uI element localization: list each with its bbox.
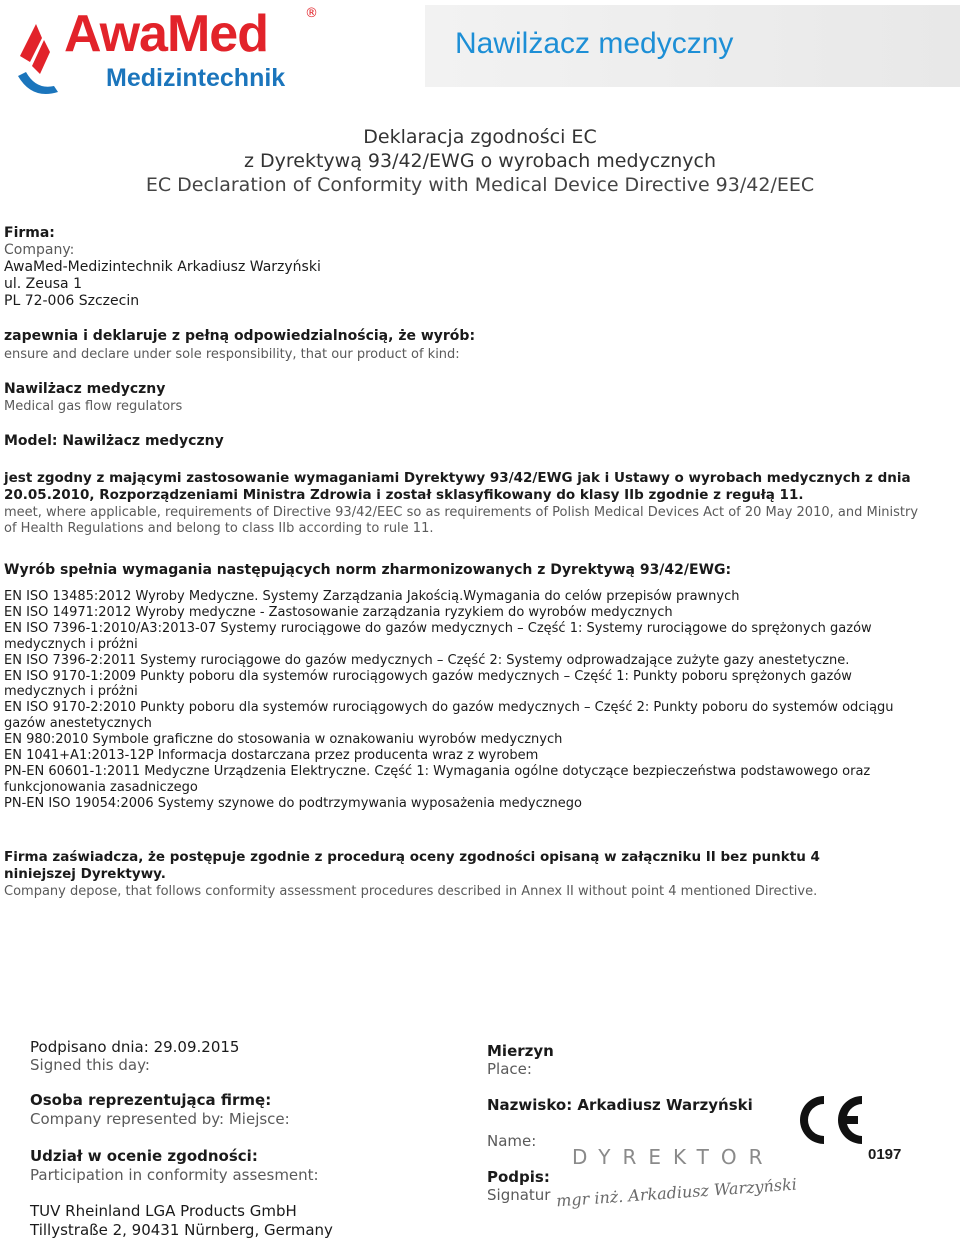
declaration-title-en: EC Declaration of Conformity with Medical Device Directive 93/42/EEC bbox=[145, 174, 815, 196]
standard-item: EN ISO 7396-1:2010/A3:2013-07 Systemy rurociągowe do gazów medycznych – Część 1: Systemy rurociągowe do sprężonych gazów medycznych i próżni bbox=[4, 620, 872, 652]
signed-label-en: Signed this day: bbox=[30, 1056, 150, 1074]
standard-item: EN ISO 13485:2012 Wyroby Medyczne. Systemy Zarządzania Jakością.Wymagania do celów przepisów prawnych bbox=[4, 589, 740, 604]
standard-item: EN ISO 9170-2:2010 Punkty poboru dla systemów rurociągowych do gazów medycznych – Część 2: Punkty poboru do systemów odciągu gazów anestetycznych bbox=[4, 700, 894, 732]
compliance-pl: jest zgodny z mającymi zastosowanie wymaganiami Dyrektywy 93/42/EWG jak i Ustawy o wyrobach medycznych z dnia 20.05.2010, Rozporządzeniami Ministra Zdrowia i został sklasyfikowany do klasy IIb zgodnie z regułą 11. bbox=[4, 470, 911, 503]
name-label: Name: bbox=[487, 1132, 537, 1150]
product-model: Model: Nawilżacz medyczny bbox=[4, 433, 224, 449]
company-name: AwaMed-Medizintechnik Arkadiusz Warzyński bbox=[4, 259, 321, 275]
assessment-pl: Firma zaświadcza, że postępuje zgodnie z procedurą oceny zgodności opisaną w załączniku II bez punktu 4 niniejszej Dyrektywy. bbox=[4, 849, 820, 882]
signature-label-pl: Podpis: bbox=[487, 1168, 550, 1186]
product-name-en: Medical gas flow regulators bbox=[4, 399, 183, 414]
logo-sub-text: Medizintechnik bbox=[106, 64, 286, 92]
standard-item: EN ISO 9170-1:2009 Punkty poboru dla systemów rurociągowych gazów medycznych – Część 1: Punkty poboru sprężonych gazów medycznych i próżni bbox=[4, 668, 852, 700]
declaration-directive-pl: z Dyrektywą 93/42/EWG o wyrobach medycznych bbox=[244, 150, 716, 172]
notified-body-address: Tillystraße 2, 90431 Nürnberg, Germany bbox=[30, 1221, 333, 1239]
notified-body-number: 0197 bbox=[868, 1146, 902, 1163]
signed-date: Podpisano dnia: 29.09.2015 bbox=[30, 1038, 240, 1056]
product-name-pl: Nawilżacz medyczny bbox=[4, 381, 166, 397]
company-label-pl: Firma: bbox=[4, 225, 55, 241]
place-value: Mierzyn bbox=[487, 1042, 554, 1060]
participation-label-en: Participation in conformity assesment: bbox=[30, 1166, 319, 1184]
company-street: ul. Zeusa 1 bbox=[4, 276, 82, 292]
standard-item: PN-EN 60601-1:2011 Medyczne Urządzenia Elektryczne. Część 1: Wymagania ogólne dotyczące bezpieczeństwa podstawowego oraz funkcjonowania zasadniczego bbox=[4, 763, 871, 795]
standards-heading: Wyrób spełnia wymagania następujących norm zharmonizowanych z Dyrektywą 93/42/EWG: bbox=[4, 562, 732, 578]
company-label-en: Company: bbox=[4, 242, 75, 258]
company-city: PL 72-006 Szczecin bbox=[4, 293, 140, 309]
signature-label-en: Signatur bbox=[487, 1186, 551, 1204]
standards-list bbox=[4, 589, 904, 812]
registered-mark: ® bbox=[305, 6, 318, 21]
ce-mark-icon bbox=[792, 1090, 866, 1150]
assessment-en: Company depose, that follows conformity assessment procedures described in Annex II without point 4 mentioned Directive. bbox=[4, 884, 818, 899]
standard-item: EN ISO 14971:2012 Wyroby medyczne - Zastosowanie zarządzania ryzykiem do wyrobów medycznych bbox=[4, 604, 673, 620]
header-banner bbox=[425, 5, 960, 87]
notified-body-name: TUV Rheinland LGA Products GmbH bbox=[30, 1202, 297, 1220]
statement-pl: zapewnia i deklaruje z pełną odpowiedzialnością, że wyrób: bbox=[4, 328, 476, 344]
representative-label-pl: Osoba reprezentująca firmę: bbox=[30, 1091, 272, 1109]
place-label: Place: bbox=[487, 1060, 532, 1078]
statement-en: ensure and declare under sole responsibility, that our product of kind: bbox=[4, 347, 460, 362]
logo-symbol-icon bbox=[14, 16, 70, 102]
company-logo bbox=[14, 6, 324, 102]
standard-item: EN 980:2010 Symbole graficzne do stosowania w oznakowaniu wyrobów medycznych bbox=[4, 732, 563, 748]
standard-item: EN ISO 7396-2:2011 Systemy rurociągowe do gazów medycznych – Część 2: Systemy odprowadzające zużyte gazy anestetyczne. bbox=[4, 652, 850, 668]
representative-label-en: Company represented by: Miejsce: bbox=[30, 1110, 290, 1128]
participation-label-pl: Udział w ocenie zgodności: bbox=[30, 1147, 258, 1165]
page-title: Nawilżacz medyczny bbox=[455, 27, 734, 60]
surname: Nazwisko: Arkadiusz Warzyński bbox=[487, 1096, 753, 1114]
compliance-en: meet, where applicable, requirements of Directive 93/42/EEC so as requirements of Polish Medical Devices Act of 20 May 2010, and Ministry of Health Regulations and belong to class IIb according to rule 11. bbox=[4, 505, 919, 536]
handwritten-signature: mgr inż. Arkadiusz Warzyński bbox=[555, 1174, 798, 1211]
standard-item: PN-EN ISO 19054:2006 Systemy szynowe do podtrzymywania wyposażenia medycznego bbox=[4, 795, 582, 811]
declaration-title-pl: Deklaracja zgodności EC bbox=[363, 126, 597, 148]
standard-item: EN 1041+A1:2013-12P Informacja dostarczana przez producenta wraz z wyrobem bbox=[4, 748, 539, 764]
director-stamp: DYREKTOR bbox=[572, 1145, 775, 1169]
logo-brand-text: AwaMed bbox=[64, 5, 268, 63]
